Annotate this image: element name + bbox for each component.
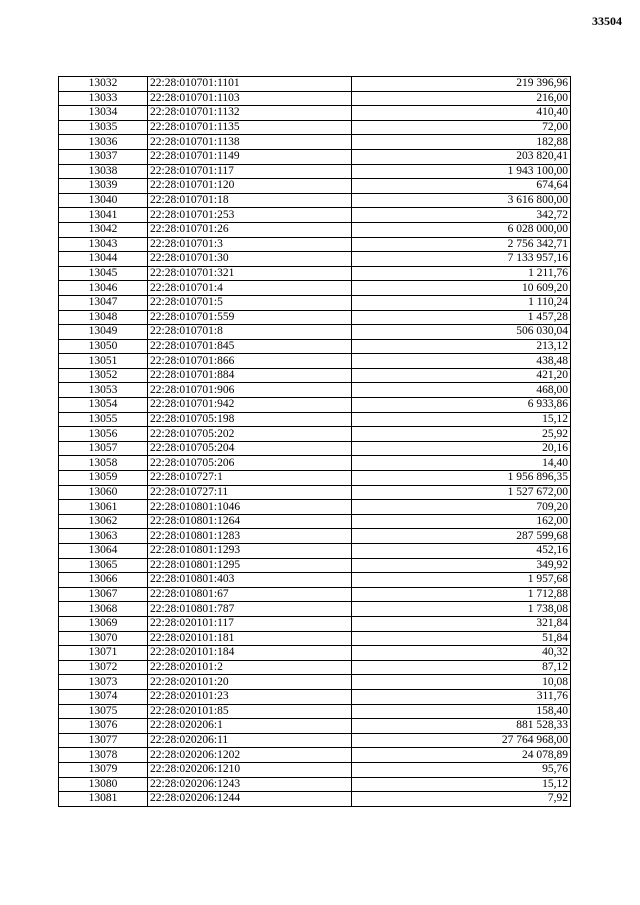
row-number-cell: 13063 xyxy=(59,529,148,544)
cadastral-number-cell: 22:28:010705:198 xyxy=(148,412,352,427)
cadastral-number-cell: 22:28:010701:120 xyxy=(148,179,352,194)
cadastral-number-cell: 22:28:010701:8 xyxy=(148,325,352,340)
cadastral-number-cell: 22:28:010701:884 xyxy=(148,368,352,383)
row-number-cell: 13057 xyxy=(59,441,148,456)
row-number-cell: 13053 xyxy=(59,383,148,398)
row-number-cell: 13071 xyxy=(59,646,148,661)
row-number-cell: 13032 xyxy=(59,77,148,92)
cadastral-number-cell: 22:28:010801:1293 xyxy=(148,544,352,559)
cadastral-number-cell: 22:28:020101:2 xyxy=(148,660,352,675)
cadastral-number-cell: 22:28:020101:20 xyxy=(148,675,352,690)
cadastral-value-cell: 1 712,88 xyxy=(352,587,571,602)
cadastral-value-cell: 311,76 xyxy=(352,689,571,704)
cadastral-number-cell: 22:28:010701:3 xyxy=(148,237,352,252)
table-row xyxy=(59,514,571,529)
cadastral-value-cell: 709,20 xyxy=(352,500,571,515)
table-row xyxy=(59,675,571,690)
table-row xyxy=(59,777,571,792)
cadastral-value-cell: 1 211,76 xyxy=(352,266,571,281)
row-number-cell: 13047 xyxy=(59,295,148,310)
row-number-cell: 13080 xyxy=(59,777,148,792)
row-number-cell: 13056 xyxy=(59,427,148,442)
table-row xyxy=(59,631,571,646)
row-number-cell: 13067 xyxy=(59,587,148,602)
cadastral-number-cell: 22:28:010727:1 xyxy=(148,471,352,486)
cadastral-number-cell: 22:28:010701:942 xyxy=(148,398,352,413)
table-body xyxy=(59,77,571,807)
cadastral-value-table xyxy=(58,76,571,807)
table-row xyxy=(59,792,571,807)
table-row xyxy=(59,325,571,340)
row-number-cell: 13077 xyxy=(59,733,148,748)
table-row xyxy=(59,748,571,763)
row-number-cell: 13044 xyxy=(59,252,148,267)
row-number-cell: 13061 xyxy=(59,500,148,515)
table-row xyxy=(59,412,571,427)
row-number-cell: 13074 xyxy=(59,689,148,704)
cadastral-number-cell: 22:28:010801:787 xyxy=(148,602,352,617)
table-row xyxy=(59,646,571,661)
cadastral-value-cell: 162,00 xyxy=(352,514,571,529)
cadastral-value-cell: 674,64 xyxy=(352,179,571,194)
cadastral-value-cell: 10,08 xyxy=(352,675,571,690)
table-row xyxy=(59,281,571,296)
table-row xyxy=(59,339,571,354)
cadastral-value-cell: 321,84 xyxy=(352,616,571,631)
table-row xyxy=(59,573,571,588)
table-row xyxy=(59,91,571,106)
row-number-cell: 13068 xyxy=(59,602,148,617)
row-number-cell: 13042 xyxy=(59,222,148,237)
cadastral-number-cell: 22:28:020206:1243 xyxy=(148,777,352,792)
cadastral-value-cell: 1 956 896,35 xyxy=(352,471,571,486)
table-row xyxy=(59,106,571,121)
row-number-cell: 13051 xyxy=(59,354,148,369)
table-row xyxy=(59,383,571,398)
table-row xyxy=(59,354,571,369)
cadastral-number-cell: 22:28:010801:67 xyxy=(148,587,352,602)
cadastral-value-cell: 1 457,28 xyxy=(352,310,571,325)
table-row xyxy=(59,529,571,544)
table-row xyxy=(59,208,571,223)
cadastral-number-cell: 22:28:010705:206 xyxy=(148,456,352,471)
cadastral-number-cell: 22:28:010701:18 xyxy=(148,193,352,208)
cadastral-number-cell: 22:28:010701:321 xyxy=(148,266,352,281)
cadastral-value-cell: 881 528,33 xyxy=(352,719,571,734)
cadastral-value-cell: 203 820,41 xyxy=(352,149,571,164)
cadastral-number-cell: 22:28:010701:5 xyxy=(148,295,352,310)
cadastral-value-cell: 10 609,20 xyxy=(352,281,571,296)
cadastral-value-cell: 468,00 xyxy=(352,383,571,398)
row-number-cell: 13065 xyxy=(59,558,148,573)
row-number-cell: 13046 xyxy=(59,281,148,296)
table-row xyxy=(59,602,571,617)
table-row xyxy=(59,193,571,208)
cadastral-number-cell: 22:28:010801:1264 xyxy=(148,514,352,529)
row-number-cell: 13076 xyxy=(59,719,148,734)
table-row xyxy=(59,179,571,194)
cadastral-value-cell: 87,12 xyxy=(352,660,571,675)
cadastral-value-cell: 1 738,08 xyxy=(352,602,571,617)
row-number-cell: 13081 xyxy=(59,792,148,807)
table-row xyxy=(59,558,571,573)
cadastral-value-cell: 506 030,04 xyxy=(352,325,571,340)
table-row xyxy=(59,149,571,164)
table-row xyxy=(59,471,571,486)
row-number-cell: 13073 xyxy=(59,675,148,690)
cadastral-number-cell: 22:28:010701:1103 xyxy=(148,91,352,106)
row-number-cell: 13034 xyxy=(59,106,148,121)
cadastral-value-cell: 15,12 xyxy=(352,412,571,427)
cadastral-value-cell: 287 599,68 xyxy=(352,529,571,544)
cadastral-value-cell: 6 933,86 xyxy=(352,398,571,413)
cadastral-number-cell: 22:28:020101:184 xyxy=(148,646,352,661)
cadastral-number-cell: 22:28:010701:559 xyxy=(148,310,352,325)
table-row xyxy=(59,135,571,150)
table-row xyxy=(59,762,571,777)
cadastral-value-cell: 2 756 342,71 xyxy=(352,237,571,252)
cadastral-value-cell: 24 078,89 xyxy=(352,748,571,763)
table-row xyxy=(59,222,571,237)
cadastral-number-cell: 22:28:010701:117 xyxy=(148,164,352,179)
table-row xyxy=(59,733,571,748)
cadastral-value-cell: 452,16 xyxy=(352,544,571,559)
row-number-cell: 13066 xyxy=(59,573,148,588)
row-number-cell: 13069 xyxy=(59,616,148,631)
cadastral-value-cell: 213,12 xyxy=(352,339,571,354)
table-row xyxy=(59,456,571,471)
cadastral-value-cell: 6 028 000,00 xyxy=(352,222,571,237)
row-number-cell: 13075 xyxy=(59,704,148,719)
table-row xyxy=(59,689,571,704)
cadastral-value-cell: 25,92 xyxy=(352,427,571,442)
cadastral-value-cell: 40,32 xyxy=(352,646,571,661)
row-number-cell: 13062 xyxy=(59,514,148,529)
cadastral-value-cell: 1 110,24 xyxy=(352,295,571,310)
row-number-cell: 13070 xyxy=(59,631,148,646)
row-number-cell: 13052 xyxy=(59,368,148,383)
cadastral-value-cell: 3 616 800,00 xyxy=(352,193,571,208)
cadastral-value-cell: 7,92 xyxy=(352,792,571,807)
table-row xyxy=(59,587,571,602)
cadastral-number-cell: 22:28:010701:253 xyxy=(148,208,352,223)
row-number-cell: 13059 xyxy=(59,471,148,486)
cadastral-number-cell: 22:28:020101:85 xyxy=(148,704,352,719)
cadastral-value-cell: 14,40 xyxy=(352,456,571,471)
cadastral-number-cell: 22:28:020101:117 xyxy=(148,616,352,631)
row-number-cell: 13064 xyxy=(59,544,148,559)
cadastral-value-cell: 158,40 xyxy=(352,704,571,719)
cadastral-number-cell: 22:28:020101:23 xyxy=(148,689,352,704)
cadastral-value-cell: 15,12 xyxy=(352,777,571,792)
cadastral-number-cell: 22:28:010701:1138 xyxy=(148,135,352,150)
table-row xyxy=(59,616,571,631)
table-row xyxy=(59,441,571,456)
cadastral-number-cell: 22:28:010701:906 xyxy=(148,383,352,398)
cadastral-number-cell: 22:28:020206:1210 xyxy=(148,762,352,777)
cadastral-value-cell: 410,40 xyxy=(352,106,571,121)
table-row xyxy=(59,427,571,442)
cadastral-value-cell: 342,72 xyxy=(352,208,571,223)
cadastral-value-cell: 216,00 xyxy=(352,91,571,106)
cadastral-number-cell: 22:28:010701:1135 xyxy=(148,120,352,135)
cadastral-number-cell: 22:28:010801:1295 xyxy=(148,558,352,573)
table-row xyxy=(59,544,571,559)
table-row xyxy=(59,77,571,92)
cadastral-value-cell: 7 133 957,16 xyxy=(352,252,571,267)
table-row xyxy=(59,120,571,135)
row-number-cell: 13058 xyxy=(59,456,148,471)
table-row xyxy=(59,704,571,719)
cadastral-value-cell: 20,16 xyxy=(352,441,571,456)
cadastral-value-cell: 349,92 xyxy=(352,558,571,573)
cadastral-value-cell: 1 943 100,00 xyxy=(352,164,571,179)
row-number-cell: 13033 xyxy=(59,91,148,106)
cadastral-number-cell: 22:28:010705:202 xyxy=(148,427,352,442)
table-row xyxy=(59,164,571,179)
cadastral-number-cell: 22:28:020206:1244 xyxy=(148,792,352,807)
cadastral-number-cell: 22:28:010801:1283 xyxy=(148,529,352,544)
row-number-cell: 13054 xyxy=(59,398,148,413)
cadastral-number-cell: 22:28:020206:1202 xyxy=(148,748,352,763)
row-number-cell: 13036 xyxy=(59,135,148,150)
cadastral-number-cell: 22:28:010701:4 xyxy=(148,281,352,296)
cadastral-number-cell: 22:28:010801:1046 xyxy=(148,500,352,515)
table-row xyxy=(59,252,571,267)
row-number-cell: 13079 xyxy=(59,762,148,777)
row-number-cell: 13043 xyxy=(59,237,148,252)
page-number: 33504 xyxy=(592,14,622,28)
row-number-cell: 13045 xyxy=(59,266,148,281)
row-number-cell: 13050 xyxy=(59,339,148,354)
row-number-cell: 13049 xyxy=(59,325,148,340)
row-number-cell: 13055 xyxy=(59,412,148,427)
cadastral-number-cell: 22:28:010701:30 xyxy=(148,252,352,267)
cadastral-value-cell: 421,20 xyxy=(352,368,571,383)
cadastral-number-cell: 22:28:010705:204 xyxy=(148,441,352,456)
table-row xyxy=(59,310,571,325)
cadastral-number-cell: 22:28:010701:1132 xyxy=(148,106,352,121)
cadastral-number-cell: 22:28:010701:26 xyxy=(148,222,352,237)
cadastral-value-cell: 95,76 xyxy=(352,762,571,777)
table-row xyxy=(59,660,571,675)
cadastral-value-cell: 27 764 968,00 xyxy=(352,733,571,748)
cadastral-number-cell: 22:28:020206:1 xyxy=(148,719,352,734)
row-number-cell: 13060 xyxy=(59,485,148,500)
cadastral-value-cell: 219 396,96 xyxy=(352,77,571,92)
row-number-cell: 13035 xyxy=(59,120,148,135)
cadastral-number-cell: 22:28:020206:11 xyxy=(148,733,352,748)
cadastral-value-cell: 182,88 xyxy=(352,135,571,150)
cadastral-value-cell: 51,84 xyxy=(352,631,571,646)
cadastral-value-cell: 72,00 xyxy=(352,120,571,135)
cadastral-number-cell: 22:28:010727:11 xyxy=(148,485,352,500)
cadastral-number-cell: 22:28:010701:1101 xyxy=(148,77,352,92)
row-number-cell: 13037 xyxy=(59,149,148,164)
cadastral-number-cell: 22:28:010801:403 xyxy=(148,573,352,588)
cadastral-number-cell: 22:28:010701:845 xyxy=(148,339,352,354)
cadastral-value-cell: 438,48 xyxy=(352,354,571,369)
cadastral-value-cell: 1 527 672,00 xyxy=(352,485,571,500)
table-row xyxy=(59,398,571,413)
table-row xyxy=(59,237,571,252)
table-row xyxy=(59,295,571,310)
cadastral-number-cell: 22:28:020101:181 xyxy=(148,631,352,646)
row-number-cell: 13041 xyxy=(59,208,148,223)
row-number-cell: 13048 xyxy=(59,310,148,325)
row-number-cell: 13078 xyxy=(59,748,148,763)
table-row xyxy=(59,266,571,281)
table-row xyxy=(59,368,571,383)
table-row xyxy=(59,500,571,515)
table-row xyxy=(59,485,571,500)
row-number-cell: 13040 xyxy=(59,193,148,208)
cadastral-number-cell: 22:28:010701:1149 xyxy=(148,149,352,164)
row-number-cell: 13039 xyxy=(59,179,148,194)
row-number-cell: 13072 xyxy=(59,660,148,675)
table-row xyxy=(59,719,571,734)
cadastral-value-cell: 1 957,68 xyxy=(352,573,571,588)
row-number-cell: 13038 xyxy=(59,164,148,179)
cadastral-number-cell: 22:28:010701:866 xyxy=(148,354,352,369)
